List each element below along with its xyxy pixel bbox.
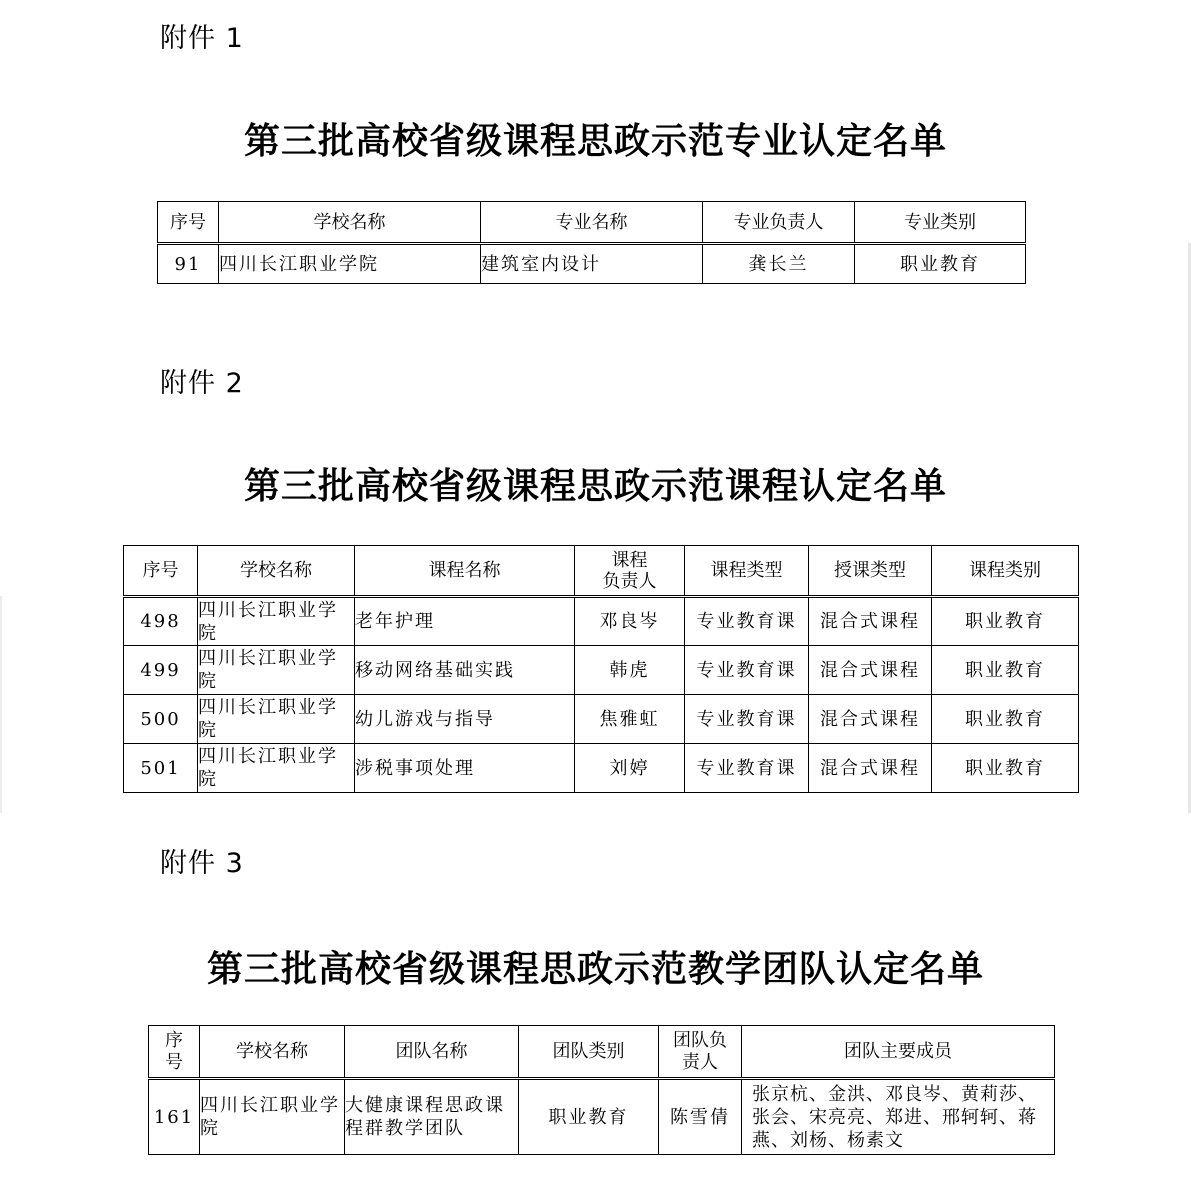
cell-school: 四川长江职业学院	[219, 244, 481, 284]
cell-leader: 刘婷	[575, 744, 685, 793]
col-header-team-name: 团队名称	[345, 1026, 519, 1079]
cell-course: 涉税事项处理	[355, 744, 575, 793]
table-row	[124, 695, 1079, 744]
col-header-index: 序号	[158, 202, 219, 244]
cell-school: 四川长江职业学院	[198, 646, 355, 695]
cell-teaching-type: 混合式课程	[809, 744, 932, 793]
col-header-index: 序号	[124, 546, 198, 597]
col-header-members: 团队主要成员	[742, 1026, 1055, 1079]
col-header-leader: 团队负 责人	[659, 1026, 742, 1079]
table-header-row	[149, 1026, 1055, 1079]
col-header-leader: 专业负责人	[703, 202, 855, 244]
col-header-category: 专业类别	[855, 202, 1026, 244]
major-list-table	[157, 201, 1026, 284]
attachment-3-title: 第三批高校省级课程思政示范教学团队认定名单	[206, 948, 984, 990]
col-header-school: 学校名称	[219, 202, 481, 244]
cell-index: 501	[124, 744, 198, 793]
col-header-leader: 课程 负责人	[575, 546, 685, 597]
col-header-teaching-type: 授课类型	[809, 546, 932, 597]
col-header-course-type: 课程类型	[685, 546, 809, 597]
cell-school: 四川长江职业学院	[198, 695, 355, 744]
cell-leader: 焦雅虹	[575, 695, 685, 744]
cell-course-type: 专业教育课	[685, 646, 809, 695]
cell-leader: 陈雪倩	[659, 1079, 742, 1155]
col-header-course: 课程名称	[355, 546, 575, 597]
cell-course-type: 专业教育课	[685, 695, 809, 744]
cell-category: 职业教育	[932, 646, 1079, 695]
col-header-category: 课程类别	[932, 546, 1079, 597]
cell-school: 四川长江职业学院	[198, 744, 355, 793]
attachment-1-title: 第三批高校省级课程思政示范专业认定名单	[243, 120, 947, 162]
cell-category: 职业教育	[932, 695, 1079, 744]
table-header-row	[158, 202, 1026, 244]
team-list-table	[148, 1025, 1055, 1155]
attachment-2-title: 第三批高校省级课程思政示范课程认定名单	[243, 465, 947, 507]
cell-index: 91	[158, 244, 219, 284]
attachment-2-label: 附件 2	[160, 368, 244, 399]
cell-category: 职业教育	[932, 597, 1079, 646]
cell-school: 四川长江职业学院	[198, 597, 355, 646]
attachment-3-label: 附件 3	[160, 848, 244, 879]
table-header-row	[124, 546, 1079, 597]
cell-leader: 韩虎	[575, 646, 685, 695]
table-row	[158, 244, 1026, 284]
cell-index: 161	[149, 1079, 200, 1155]
cell-team-name: 大健康课程思政课程群教学团队	[345, 1079, 519, 1155]
cell-teaching-type: 混合式课程	[809, 597, 932, 646]
cell-category: 职业教育	[932, 744, 1079, 793]
page-edge-shadow-left	[0, 596, 2, 813]
table-row	[124, 597, 1079, 646]
cell-teaching-type: 混合式课程	[809, 646, 932, 695]
attachment-1-label: 附件 1	[160, 23, 244, 54]
cell-members: 张京杭、金洪、邓良岑、黄莉莎、张会、宋亮亮、郑进、邢轲轲、蒋燕、刘杨、杨素文	[742, 1079, 1055, 1155]
cell-leader: 龚长兰	[703, 244, 855, 284]
col-header-school: 学校名称	[198, 546, 355, 597]
cell-course: 老年护理	[355, 597, 575, 646]
col-header-team-type: 团队类别	[519, 1026, 659, 1079]
col-header-school: 学校名称	[200, 1026, 345, 1079]
cell-major: 建筑室内设计	[481, 244, 703, 284]
table-row	[124, 744, 1079, 793]
cell-team-type: 职业教育	[519, 1079, 659, 1155]
cell-teaching-type: 混合式课程	[809, 695, 932, 744]
cell-school: 四川长江职业学院	[200, 1079, 345, 1155]
cell-course-type: 专业教育课	[685, 744, 809, 793]
table-row	[124, 646, 1079, 695]
col-header-index: 序 号	[149, 1026, 200, 1079]
cell-index: 500	[124, 695, 198, 744]
cell-course-type: 专业教育课	[685, 597, 809, 646]
cell-index: 498	[124, 597, 198, 646]
cell-course: 幼儿游戏与指导	[355, 695, 575, 744]
col-header-major: 专业名称	[481, 202, 703, 244]
cell-index: 499	[124, 646, 198, 695]
cell-course: 移动网络基础实践	[355, 646, 575, 695]
course-list-table	[123, 545, 1079, 793]
table-row	[149, 1079, 1055, 1155]
cell-leader: 邓良岑	[575, 597, 685, 646]
cell-category: 职业教育	[855, 244, 1026, 284]
